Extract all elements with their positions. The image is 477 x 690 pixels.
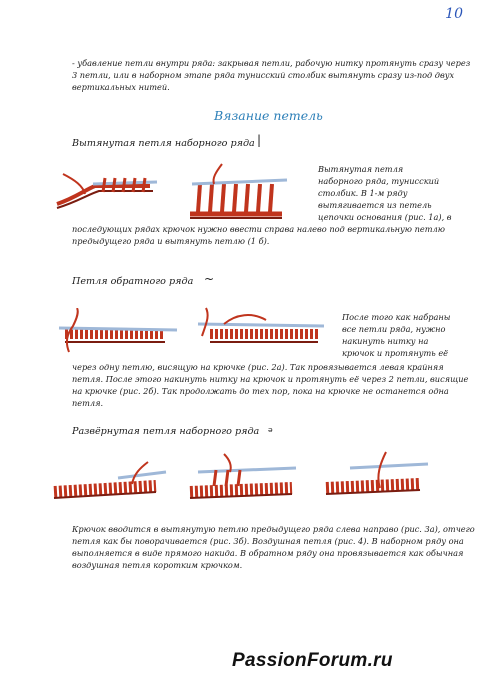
s3-symbol: ₔ <box>268 421 274 435</box>
s2-symbol: ~ <box>204 272 215 286</box>
s1-full-2: предыдущего ряда и вытянуть петлю (1 б). <box>72 236 270 246</box>
s3-full-3: выполняется в виде прямого накида. В обратном ряду она провязывается как обычная <box>72 548 464 558</box>
s1-side-3: столбик. В 1-м ряду <box>318 188 408 198</box>
s2-full-3: на крючке (рис. 2б). Так продолжать до тех пор, пока на крючке не останется одна <box>72 386 449 396</box>
s1-side-1: Вытянутая петля <box>318 164 404 174</box>
s2-side-3: накинуть нитку на <box>342 336 429 346</box>
figure-2a <box>55 308 180 356</box>
section-title: Вязание петель <box>214 108 323 123</box>
s1-full-1: последующих рядах крючок нужно ввести справа налево под вертикальную петлю <box>72 224 445 234</box>
s1-side-4: вытягивается из петель <box>318 200 432 210</box>
s2-side-2: все петли ряда, нужно <box>342 324 446 334</box>
s1-title: Вытянутая петля наборного ряда <box>72 138 255 149</box>
s2-title: Петля обратного ряда <box>72 276 194 287</box>
s2-full-4: петля. <box>72 398 104 408</box>
s3-full-1: Крючок вводится в вытянутую петлю предыдущего ряда слева направо (рис. 3а), отчего <box>72 524 475 534</box>
figure-3a <box>48 456 168 504</box>
figure-2b <box>196 306 326 356</box>
s2-side-4: крючок и протянуть её <box>342 348 449 358</box>
s1-side-5: цепочки основания (рис. 1а), в <box>318 212 452 222</box>
figure-3b <box>184 450 299 505</box>
s3-full-4: воздушная петля коротким крючком. <box>72 560 243 570</box>
figure-4 <box>320 448 430 503</box>
s2-side-1: После того как набраны <box>342 312 451 322</box>
s3-title: Развёрнутая петля наборного ряда <box>72 426 260 437</box>
s3-full-2: петля как бы поворачивается (рис. 3б). Воздушная петля (рис. 4). В наборном ряду она <box>72 536 464 546</box>
s2-full-1: через одну петлю, висящую на крючке (рис. 2а). Так провязывается левая крайняя <box>72 362 444 372</box>
intro-line-3: вертикальных нитей. <box>72 82 170 92</box>
s2-full-2: петля. После этого накинуть нитку на крючок и протянуть её через 2 петли, висящие <box>72 374 469 384</box>
s1-symbol: | <box>257 133 262 147</box>
page-number: 10 <box>445 6 463 22</box>
figure-1b <box>182 160 292 220</box>
figure-1a <box>55 164 160 212</box>
intro-line-2: 3 петли, или в наборном этапе ряда тунисский столбик вытянуть сразу из-под двух <box>72 70 455 80</box>
intro-line-1: - убавление петли внутри ряда: закрывая петли, рабочую нитку протянуть сразу через <box>72 58 471 68</box>
watermark: PassionForum.ru <box>232 650 393 671</box>
s1-side-2: наборного ряда, тунисский <box>318 176 440 186</box>
